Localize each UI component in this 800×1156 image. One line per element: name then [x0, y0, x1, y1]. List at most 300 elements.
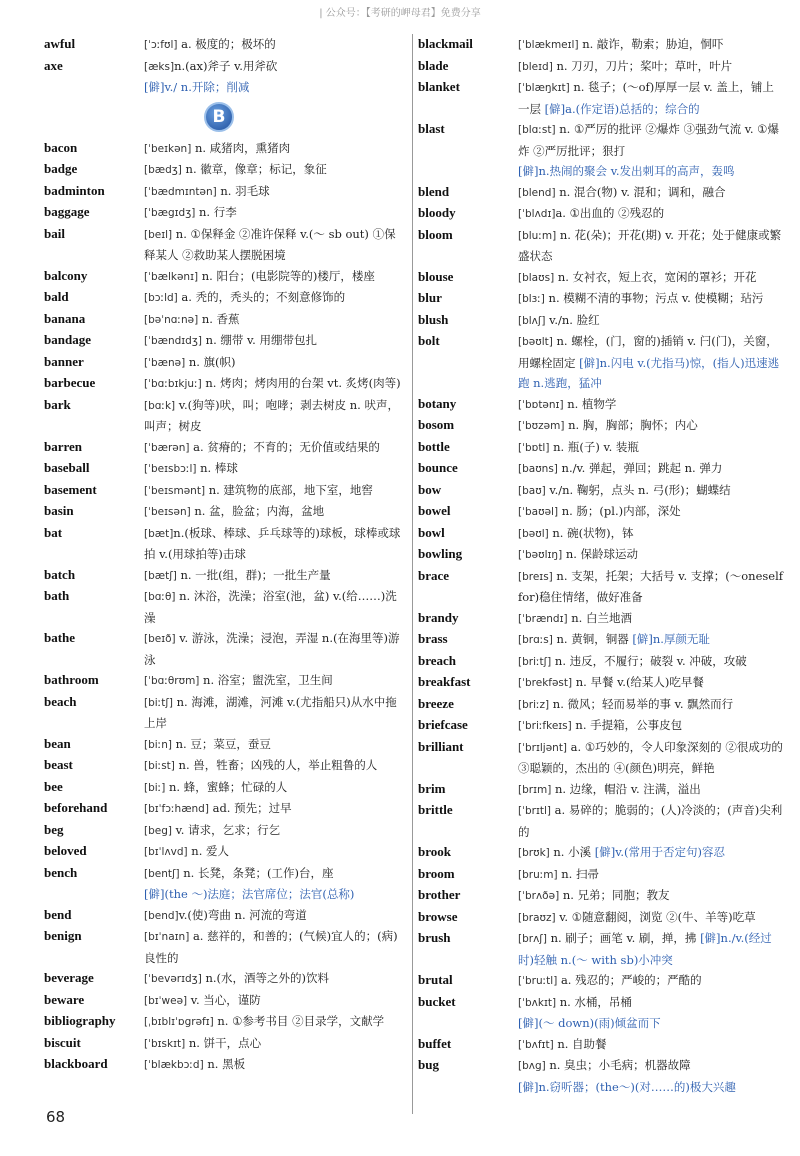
- definition: [518, 56, 784, 78]
- definition: [144, 501, 406, 523]
- pronunciation: [ˈbʌkɪt]: [518, 996, 557, 1009]
- pronunciation: [ˈbeɪsbɔːl]: [144, 463, 197, 475]
- headword: baseball: [44, 460, 90, 475]
- pronunciation: [beɪð]: [144, 633, 176, 645]
- pronunciation: [ˈbəʊlɪŋ]: [518, 549, 563, 561]
- pronunciation: [ˈblʌdɪ]: [518, 208, 556, 220]
- dictionary-entry: [44, 820, 406, 842]
- definition: [144, 863, 406, 885]
- bug-extra-sense: [僻]n.窃听器；(the～)(对……的)极大兴趣: [518, 1079, 736, 1094]
- headword: blush: [418, 311, 449, 327]
- dictionary-entry: [44, 287, 406, 309]
- definition: [518, 544, 784, 566]
- extra-sense: [僻]a.(作定语)总括的；综合的: [544, 101, 700, 116]
- gloss: n. 碗(状物)，钵: [548, 525, 634, 540]
- headword: bark: [44, 396, 71, 412]
- headword: buffet: [418, 1035, 452, 1051]
- headword: bolt: [418, 333, 440, 348]
- gloss: n. 行李: [195, 205, 237, 219]
- gloss: n. 豆；菜豆，蚕豆: [171, 736, 271, 751]
- pronunciation: [ˈbrændɪ]: [518, 612, 568, 625]
- dictionary-entry: [44, 798, 406, 820]
- headword: blur: [418, 290, 442, 305]
- gloss: n. 瓶(子) v. 装瓶: [549, 439, 639, 454]
- definition: [144, 1033, 406, 1055]
- gloss: n. 胸，胸部；胸怀；内心: [564, 418, 698, 432]
- definition: [518, 629, 784, 651]
- definition: [518, 480, 784, 502]
- dictionary-entry: [44, 181, 406, 203]
- gloss: a. ①巧妙的，令人印象深刻的 ②很成功的 ③聪颖的，杰出的 ④(颜色)明亮，鲜艳: [518, 739, 783, 775]
- gloss: n. 保龄球运动: [562, 547, 639, 561]
- dictionary-entry: [418, 608, 784, 630]
- gloss: n. 水桶，吊桶: [556, 994, 632, 1009]
- dictionary-entry: [418, 56, 784, 78]
- gloss: n. 棒球: [196, 461, 238, 475]
- gloss: v.(狗等)吠，叫；咆哮；剥去树皮 n. 吠声，叫声；树皮: [144, 397, 399, 433]
- dictionary-entry: [44, 968, 406, 990]
- extra-sense: [僻]n.厚颜无耻: [632, 632, 710, 646]
- dictionary-entry: [418, 928, 784, 970]
- dictionary-entry: [418, 415, 784, 437]
- gloss: n. 刀刃，刀片；桨叶；草叶，叶片: [552, 58, 733, 73]
- headword: bibliography: [44, 1013, 116, 1028]
- pronunciation: [ˈbædmɪntən]: [144, 185, 217, 198]
- pronunciation: [ˈblækmeɪl]: [518, 39, 579, 51]
- pronunciation: [ˈblæŋkɪt]: [518, 82, 570, 94]
- dictionary-entry: [44, 202, 406, 224]
- headword: bottle: [418, 438, 450, 454]
- pronunciation: [ˈbænə]: [144, 356, 186, 369]
- column-divider: [412, 34, 413, 1114]
- dictionary-entry: [418, 523, 784, 545]
- left-column: [44, 34, 406, 1076]
- dictionary-entry: [418, 203, 784, 225]
- gloss: a. 贫瘠的；不育的；无价值或结果的: [189, 439, 380, 454]
- headword: bathe: [44, 630, 76, 645]
- pronunciation: [ˈbriːfkeɪs]: [518, 720, 572, 732]
- headword: breeze: [418, 695, 454, 711]
- headword: bandage: [44, 332, 91, 347]
- dictionary-entry: [418, 1055, 784, 1077]
- pronunciation: [ˈbɒtl]: [518, 441, 550, 454]
- dictionary-entry: [418, 864, 784, 886]
- pronunciation: [biːst]: [144, 760, 175, 772]
- definition: [144, 798, 406, 820]
- headword: bow: [418, 481, 442, 497]
- dictionary-entry: [418, 651, 784, 673]
- dictionary-entry: [418, 458, 784, 480]
- definition: [518, 864, 784, 886]
- headword: badminton: [44, 182, 105, 198]
- pronunciation: [ˈbælkənɪ]: [144, 270, 199, 283]
- headword: blanket: [418, 79, 460, 94]
- pronunciation: [bæt]: [144, 527, 174, 540]
- pronunciation: [ˈbɑːbɪkjuː]: [144, 378, 202, 390]
- gloss: n. 蜂，蜜蜂；忙碌的人: [165, 779, 288, 794]
- dictionary-entry: [418, 885, 784, 907]
- dictionary-entry: [44, 1054, 406, 1076]
- headword: briefcase: [418, 717, 468, 732]
- dictionary-entry: [418, 77, 784, 119]
- dictionary-entry: [44, 1033, 406, 1055]
- pronunciation: [æks]: [144, 60, 175, 73]
- gloss: n. 小溪: [549, 845, 595, 859]
- headword: breakfast: [418, 674, 471, 689]
- definition: [518, 77, 784, 119]
- headword: bloody: [418, 205, 456, 220]
- dictionary-entry: [44, 565, 406, 587]
- dictionary-entry: [44, 437, 406, 459]
- definition: [518, 182, 784, 204]
- pronunciation: [brɪm]: [518, 783, 552, 796]
- definition: [144, 841, 406, 863]
- dictionary-entry: [418, 310, 784, 332]
- pronunciation: [briːz]: [518, 698, 550, 711]
- headword: banana: [44, 310, 86, 326]
- headword: blast: [418, 121, 445, 136]
- definition: [144, 266, 406, 288]
- gloss: n. 花(朵)；开花(期) v. 开花；处于健康或繁盛状态: [518, 227, 782, 263]
- pronunciation: [blɜː]: [518, 293, 545, 305]
- definition: [518, 1034, 784, 1056]
- headword: bosom: [418, 417, 455, 432]
- dictionary-entry: [44, 926, 406, 968]
- pronunciation: [bɔːld]: [144, 292, 178, 304]
- dictionary-entry: [44, 628, 406, 670]
- dictionary-entry: [44, 480, 406, 502]
- definition: [144, 138, 406, 160]
- headword: bowel: [418, 503, 451, 518]
- headword: botany: [418, 395, 457, 411]
- pronunciation: [blaʊs]: [518, 271, 555, 284]
- dictionary-entry: [418, 288, 784, 310]
- pronunciation: [ˈbɒtənɪ]: [518, 398, 564, 411]
- dictionary-entry: [44, 670, 406, 692]
- definition: [518, 1055, 784, 1077]
- definition: [518, 288, 784, 310]
- gloss: v. ①随意翻阅，浏览 ②(牛、羊等)吃草: [555, 909, 756, 924]
- gloss: n. 扫帚: [557, 866, 599, 881]
- pronunciation: [ˌbɪblɪˈɒgrəfɪ]: [144, 1016, 214, 1028]
- dictionary-entry: [418, 715, 784, 737]
- gloss: n. 建筑物的底部，地下室，地窖: [205, 482, 373, 497]
- pronunciation: [bleɪd]: [518, 60, 553, 73]
- headword: brim: [418, 780, 446, 796]
- pronunciation: [bɪˈnaɪn]: [144, 931, 190, 943]
- definition: [518, 907, 784, 929]
- headword: brace: [418, 567, 450, 583]
- pronunciation: [biːtʃ]: [144, 696, 173, 709]
- gloss: n. 咸猪肉，熏猪肉: [191, 140, 291, 155]
- headword: blouse: [418, 268, 454, 284]
- dictionary-entry: [44, 309, 406, 331]
- gloss: n. 海滩，湖滩，河滩 v.(尤指船只)从水中拖上岸: [144, 694, 397, 730]
- headword: baggage: [44, 204, 90, 219]
- gloss: n. 绷带 v. 用绷带包扎: [202, 333, 317, 347]
- headword: browse: [418, 908, 458, 924]
- definition: [144, 755, 406, 777]
- headword: breach: [418, 652, 457, 668]
- gloss: n. 烤肉；烤肉用的台架 vt. 炙烤(肉等): [201, 376, 401, 390]
- definition: [144, 565, 406, 587]
- dictionary-entry: [418, 992, 784, 1014]
- pronunciation: [ˈbeɪsən]: [144, 506, 191, 518]
- gloss: n. 支架，托架；大括号 v. 支撑；(～oneself for)稳住情绪，做好准备: [518, 568, 784, 604]
- headword: bloom: [418, 226, 453, 242]
- definition: [518, 672, 784, 694]
- dictionary-entry: [44, 777, 406, 799]
- pronunciation: [bəʊl]: [518, 527, 549, 540]
- dictionary-entry: [418, 694, 784, 716]
- gloss: n. ①严厉的批评 ②爆炸 ③强劲气流 v. ①爆炸 ②严厉批评；狠打: [518, 122, 779, 158]
- pronunciation: [ˈbɑːθrʊm]: [144, 675, 200, 687]
- pronunciation: [ˈbrekfəst]: [518, 677, 573, 689]
- dictionary-entry: [418, 119, 784, 161]
- gloss: n. ①参考书目 ②目录学，文献学: [213, 1014, 385, 1028]
- gloss: v. 当心，谨防: [187, 992, 261, 1007]
- extra-sense: [僻]v.(常用于否定句)容忍: [594, 845, 726, 859]
- definition: [144, 309, 406, 331]
- definition: [518, 310, 784, 332]
- gloss: n. ①保释金 ②准许保释 v.(～ sb out) ①保释某人 ②救助某人摆脱困境: [144, 226, 396, 262]
- headword: beg: [44, 821, 64, 837]
- section-badge-row: [44, 98, 406, 138]
- dictionary-entry: [418, 182, 784, 204]
- bench-extra-sense: [僻](the ～)法庭；法官席位；法官(总称): [144, 887, 355, 901]
- gloss: n. 毯子；(～of)厚厚一层 v. 盖上，铺上一层: [518, 80, 774, 116]
- definition: [518, 928, 784, 970]
- headword: brother: [418, 887, 461, 902]
- gloss: v.(使)弯曲 n. 河流的弯道: [178, 907, 307, 922]
- gloss: n. 饼干，点心: [185, 1035, 262, 1050]
- pronunciation: [blʌʃ]: [518, 314, 546, 327]
- definition: [518, 885, 784, 907]
- definition: [518, 34, 784, 56]
- gloss: n. 香蕉: [198, 311, 240, 326]
- definition: [144, 224, 406, 266]
- headword: bat: [44, 524, 63, 540]
- definition: [144, 523, 406, 565]
- gloss: v./n. 脸红: [545, 312, 600, 327]
- gloss: a. 秃的，秃头的；不刻意修饰的: [177, 290, 346, 304]
- blast-extra-sense: [僻]n.热闹的聚会 v.发出刺耳的高声，轰鸣: [518, 164, 735, 178]
- right-column: [418, 34, 784, 1097]
- headword: blackmail: [418, 36, 473, 51]
- dictionary-entry: [418, 629, 784, 651]
- gloss: n. 黄铜，铜器: [552, 632, 633, 646]
- gloss: n.(板球、棒球、乒乓球等的)球板，球棒或球拍 v.(用球拍等)击球: [144, 525, 401, 561]
- definition: [144, 330, 406, 352]
- pronunciation: [bluːm]: [518, 229, 557, 242]
- gloss: n. 植物学: [563, 396, 617, 411]
- definition: [144, 181, 406, 203]
- pronunciation: [ˈbevərɪdʒ]: [144, 973, 202, 985]
- headword: bend: [44, 906, 72, 922]
- headword: basement: [44, 481, 97, 497]
- gloss: n. 徽章，像章；标记，象征: [181, 162, 327, 176]
- dictionary-entry: [418, 970, 784, 992]
- pronunciation: [bɪˈfɔːhænd]: [144, 803, 209, 815]
- section-letter-badge: B: [204, 102, 234, 132]
- pronunciation: [brɑːs]: [518, 634, 553, 646]
- headword: biscuit: [44, 1034, 81, 1050]
- pronunciation: [biːn]: [144, 738, 172, 751]
- pronunciation: [ˈbaʊəl]: [518, 506, 559, 518]
- dictionary-entry: [418, 544, 784, 566]
- definition: [144, 926, 406, 968]
- gloss: n. 螺栓，(门，窗的)插销 v. 闩(门)，关窗，用螺栓固定: [518, 334, 778, 370]
- pronunciation: [ˈbrɪtl]: [518, 805, 551, 817]
- headword: awful: [44, 36, 76, 51]
- pronunciation: [blend]: [518, 186, 556, 199]
- headword: bowling: [418, 546, 463, 561]
- dictionary-entry: [44, 905, 406, 927]
- gloss: n. 模糊不清的事物；污点 v. 使模糊；玷污: [544, 291, 764, 305]
- definition: [144, 628, 406, 670]
- definition: [518, 608, 784, 630]
- gloss: n. 违反，不履行；破裂 v. 冲破，攻破: [551, 653, 747, 668]
- definition: [144, 968, 406, 990]
- gloss: n. 女衬衣，短上衣，宽闲的罩衫；开花: [554, 269, 757, 284]
- headword: bucket: [418, 993, 456, 1009]
- definition: [144, 437, 406, 459]
- pronunciation: [ˈbærən]: [144, 441, 190, 454]
- axe-extra-sense: [僻]v./ n.开除；削减: [144, 80, 250, 94]
- pronunciation: [bʌg]: [518, 1060, 546, 1072]
- pronunciation: [beɪl]: [144, 228, 173, 241]
- definition: [518, 331, 784, 394]
- pronunciation: [ˈbændɪdʒ]: [144, 335, 203, 347]
- definition: [518, 458, 784, 480]
- dictionary-entry: [418, 225, 784, 267]
- pronunciation: [bentʃ]: [144, 867, 180, 880]
- gloss: n. 沐浴，洗澡；浴室(池，盆) v.(给……)洗澡: [144, 589, 397, 625]
- pronunciation: [beg]: [144, 824, 172, 837]
- dictionary-entry: [418, 331, 784, 394]
- definition: [518, 267, 784, 289]
- definition: [144, 1054, 406, 1076]
- headword: bathroom: [44, 672, 99, 687]
- pronunciation: [bruːm]: [518, 868, 558, 881]
- pronunciation: [biː]: [144, 781, 166, 794]
- headword: batch: [44, 566, 76, 582]
- headword: bounce: [418, 460, 458, 475]
- gloss: n. 浴室；盥洗室，卫生间: [199, 673, 333, 687]
- headword: broom: [418, 865, 455, 881]
- gloss: n. 盆，脸盆；内海，盆地: [190, 504, 325, 518]
- dictionary-entry: [44, 586, 406, 628]
- definition: [518, 203, 784, 225]
- headword: blade: [418, 57, 449, 73]
- gloss: n./v. 弹起，弹回；跳起 n. 弹力: [557, 461, 723, 475]
- headword: blend: [418, 183, 450, 199]
- definition: [144, 586, 406, 628]
- gloss: n. 阳台；(电影院等的)楼厅，楼座: [198, 268, 375, 283]
- definition: [144, 202, 406, 224]
- gloss: n. 混合(物) v. 混和；调和，融合: [555, 184, 726, 199]
- gloss: n. 自助餐: [553, 1036, 607, 1051]
- headword: bench: [44, 864, 78, 880]
- gloss: n. 白兰地酒: [567, 610, 632, 625]
- dictionary-entry: [418, 1034, 784, 1056]
- gloss: n. 羽毛球: [216, 183, 270, 198]
- gloss: n. 长凳，条凳；(工作)台，座: [179, 865, 334, 880]
- definition: [144, 395, 406, 437]
- pronunciation: [briːtʃ]: [518, 655, 552, 668]
- gloss: v. 游泳，洗澡；浸泡，弄湿 n.(在海里等)游泳: [144, 631, 400, 667]
- dictionary-entry: [44, 841, 406, 863]
- dictionary-entry: [44, 56, 406, 78]
- pronunciation: [bɑːθ]: [144, 591, 176, 603]
- definition: [518, 225, 784, 267]
- headword: brush: [418, 930, 451, 945]
- headword: bean: [44, 735, 71, 751]
- definition: [518, 523, 784, 545]
- definition: [144, 159, 406, 181]
- pronunciation: [ˈbruːtl]: [518, 975, 558, 987]
- definition: [144, 734, 406, 756]
- gloss: n.(水，酒等之外的)饮料: [201, 971, 330, 985]
- pronunciation: [ˈblækbɔːd]: [144, 1059, 204, 1071]
- headword: bug: [418, 1057, 439, 1072]
- definition: [518, 566, 784, 608]
- headword: barbecue: [44, 375, 96, 390]
- definition: [518, 694, 784, 716]
- headword: brandy: [418, 609, 459, 625]
- definition: [144, 777, 406, 799]
- pronunciation: [ˈbeɪsmənt]: [144, 484, 206, 497]
- dictionary-entry: [44, 501, 406, 523]
- definition: [518, 651, 784, 673]
- definition: [144, 56, 406, 78]
- gloss: n. 兽，牲畜；凶残的人，举止粗鲁的人: [174, 758, 378, 772]
- definition: [144, 287, 406, 309]
- dictionary-entry: [44, 352, 406, 374]
- dictionary-entry: [418, 672, 784, 694]
- dictionary-entry: [418, 34, 784, 56]
- pronunciation: [ˈbrɪljənt]: [518, 741, 568, 754]
- gloss: n. 早餐 v.(给某人)吃早餐: [572, 675, 704, 689]
- dictionary-entry: [418, 800, 784, 842]
- dictionary-entry: [44, 266, 406, 288]
- pronunciation: [baʊns]: [518, 463, 558, 475]
- headword: beach: [44, 693, 77, 709]
- pronunciation: [ˈbɪskɪt]: [144, 1037, 186, 1050]
- headword: badge: [44, 161, 78, 176]
- page-header: | 公众号：【考研的岬母君】免费分享: [319, 8, 481, 19]
- headword: bowl: [418, 524, 445, 540]
- dictionary-entry: [418, 501, 784, 523]
- headword: brass: [418, 631, 448, 646]
- definition: [144, 373, 406, 395]
- headword: benign: [44, 928, 82, 943]
- dictionary-entry: [44, 159, 406, 181]
- definition: [144, 458, 406, 480]
- pronunciation: [blɑːst]: [518, 124, 556, 136]
- dictionary-entry: [44, 755, 406, 777]
- definition: [518, 394, 784, 416]
- dictionary-entry: [418, 779, 784, 801]
- bucket-extra-sense: [僻](～ down)(雨)倾盆而下: [518, 1016, 661, 1030]
- headword: banner: [44, 353, 84, 369]
- definition: [518, 415, 784, 437]
- gloss: a. 易碎的；脆弱的；(人)冷淡的；(声音)尖利的: [518, 803, 783, 839]
- definition: [144, 480, 406, 502]
- dictionary-entry: [418, 437, 784, 459]
- headword: bee: [44, 778, 63, 794]
- pronunciation: [ˈbrʌðə]: [518, 890, 560, 902]
